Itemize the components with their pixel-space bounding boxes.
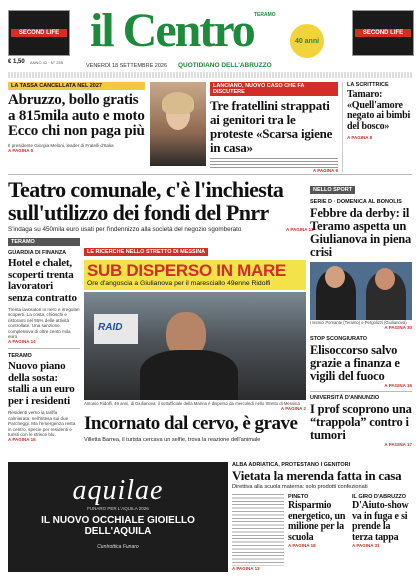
strip-headline-3: Tamaro: «Quell'amore negato ai bimbi del bosco» xyxy=(347,89,411,132)
strip-kicker-3: LA SCRITTRICE xyxy=(347,82,389,88)
promo-right-label: SECOND LIFE xyxy=(355,29,411,37)
right-column xyxy=(310,336,412,447)
main-summary: S'indaga su 450mila euro usati per l'indennizzo alla società del negozio sgomberato xyxy=(8,226,242,233)
promo-right xyxy=(352,10,414,56)
strip-page-2: A PAGINA 9 xyxy=(312,168,338,173)
feature-box[interactable] xyxy=(84,240,306,412)
feature-banner xyxy=(84,260,306,290)
second-summary: Villetta Barrea, il turista cercava un selfie, trova la reazione dell'animale xyxy=(84,437,261,443)
coach-right-head-shape xyxy=(375,268,395,290)
right-page-2: A PAGINA 17 xyxy=(384,442,412,447)
feature-page: A PAGINA 2 xyxy=(280,406,306,411)
ad-slogan: IL NUOVO OCCHIALE GIOIELLO DELL'AQUILA xyxy=(41,515,195,537)
masthead-logo: il Centro xyxy=(90,4,254,57)
left-body-2: Residenti verso la tariffa calmierata: nell'intesa sui due Parcheggi. Ma l'emergenza resta in centro, specie per residenti e turisti con le strisce blu. xyxy=(8,410,76,438)
feature-caption: Antonio Ridolfi, 49 anni, di Giulianova: il sottufficiale della Marina è disperso da mercoledì nello Stretto di Messina xyxy=(84,401,300,406)
anni-badge-text: 40 anni xyxy=(294,37,320,45)
bottom-item-2[interactable] xyxy=(352,494,412,566)
masthead-sublogo: QUOTIDIANO DELL'ABRUZZO xyxy=(178,62,272,69)
main-page: A PAGINA 13 xyxy=(286,227,314,232)
strip-story-2[interactable] xyxy=(210,82,338,172)
promo-left xyxy=(8,10,70,56)
left-headline-1[interactable]: Hotel e chalet, scoperti trenta lavoratori senza contratto xyxy=(8,257,77,304)
sport-headline: Febbre da derby: il Teramo aspetta un Giulianova in piena crisi xyxy=(310,206,412,259)
bottom-section: ALBA ADRIATICA, PROTESTANO I GENITORI xyxy=(232,462,351,468)
strip-headline-2: Tre fratellini strappati ai genitori tra le proteste «Scarsa igiene in casa» xyxy=(210,98,333,155)
sport-section: NELLO SPORT xyxy=(310,186,355,194)
price: € 1,50 xyxy=(8,59,25,65)
strip-page-3: A PAGINA 8 xyxy=(347,135,373,140)
right-divider xyxy=(310,391,412,392)
left-page-2: A PAGINA 15 xyxy=(8,437,36,443)
strip-tag-2: LANCIANO, NUOVO CASO CHE FA DISCUTERE xyxy=(210,82,338,96)
sport-kicker: SERIE D · DOMENICA AL BONOLIS xyxy=(310,199,402,205)
sport-box[interactable] xyxy=(310,178,412,330)
meloni-hair-shape xyxy=(162,92,194,114)
bottom-item-kicker-2: IL GIRO D'ABRUZZO xyxy=(352,494,407,500)
masthead-teramo: TERAMO xyxy=(254,12,276,18)
left-body-1: Trenta lavoratori in nero e irregolari scoperti. La costa, chioschi e ristoranti nel 55% delle attività controllate. Una sanzione complessiva di oltre cento mila euro. xyxy=(8,307,80,340)
left-column xyxy=(8,238,80,442)
diver-body-shape xyxy=(140,350,238,400)
left-section-2: TERAMO xyxy=(8,353,32,360)
ad-store: Centrottica Funaro xyxy=(97,544,139,550)
ad-box[interactable] xyxy=(8,462,228,572)
feature-photo xyxy=(84,292,306,400)
strip-tag-1: LA TASSA CANCELLATA NEL 2027 xyxy=(8,82,145,90)
bottom-item-page-2: A PAGINA 31 xyxy=(352,543,380,548)
second-headline[interactable]: Incornato dal cervo, è grave xyxy=(84,413,298,434)
feature-tag: LE RICERCHE NELLO STRETTO DI MESSINA xyxy=(84,248,208,256)
left-kicker-1: GUARDIA DI FINANZA xyxy=(8,250,67,256)
sport-photo xyxy=(310,262,412,320)
right-kicker-2: UNIVERSITÀ D'ANNUNZIO xyxy=(310,395,380,401)
left-headline-2[interactable]: Nuovo piano della sosta: stalli a un euro per i residenti xyxy=(8,360,75,407)
right-headline-2[interactable]: I prof scoprono una “trappola” contro i tumori xyxy=(310,402,412,442)
bottom-item-1[interactable] xyxy=(288,494,348,566)
meloni-photo xyxy=(150,82,206,166)
strip-headline-1: Abruzzo, bollo gratis a 815mila auto e moto Ecco chi non paga più xyxy=(8,92,145,139)
bottom-item-headline-2: D'Aiuto-show va in fuga e si prende la terza tappa xyxy=(352,500,409,543)
bottom-body-text xyxy=(232,494,284,566)
bottom-item-kicker-1: PINETO xyxy=(288,494,309,500)
left-page-1: A PAGINA 14 xyxy=(8,339,36,345)
bottom-page: A PAGINA 13 xyxy=(232,566,260,571)
bottom-columns xyxy=(232,494,412,566)
strip-story-1[interactable] xyxy=(8,82,145,172)
ad-tagline: FUNARO PER L'AQUILA 2026 xyxy=(87,506,149,511)
feature-subhead: Ore d'angoscia a Giulianova per il maresciallo 49enne Ridolfi xyxy=(87,280,271,287)
bottom-item-headline-1: Risparmio energetico, un milione per la scuola xyxy=(288,500,346,543)
strip-caption-1: Il presidente Giorgia Meloni, leader di Fratelli d'Italia xyxy=(8,142,114,148)
promo-left-label: SECOND LIFE xyxy=(11,29,67,37)
ad-brand: aquilae xyxy=(72,475,164,506)
sport-page: A PAGINA 30 xyxy=(384,325,412,331)
right-headline-1[interactable]: Elisoccorso salvo grazie a finanza e vigili del fuoco xyxy=(310,343,400,383)
bottom-item-page-1: A PAGINA 18 xyxy=(288,543,316,548)
strip-body-2 xyxy=(210,158,338,168)
strip-story-3[interactable] xyxy=(342,82,412,172)
left-section-1: TERAMO xyxy=(8,238,80,246)
right-kicker-1: STOP SCONGIURATO xyxy=(310,336,368,342)
strip-divider xyxy=(8,174,412,175)
sport-caption: I tecnici Pomante (Teramo) e Pergolizzi (Giulianova) xyxy=(310,320,407,325)
bottom-headline[interactable]: Vietata la merenda fatta in casa xyxy=(232,468,402,483)
feature-headline: SUB DISPERSO IN MARE xyxy=(87,261,286,280)
main-headline[interactable]: Teatro comunale, c'è l'inchiesta sull'utilizzo dei fondi del Pnrr xyxy=(8,177,284,225)
strip-page-1: A PAGINA 5 xyxy=(8,147,34,153)
masthead-date: VENERDÌ 18 SETTEMBRE 2026 xyxy=(86,63,168,69)
left-divider xyxy=(8,348,80,349)
bottom-box xyxy=(232,462,412,571)
feature-photo-label: RAID xyxy=(98,322,123,333)
coach-left-head-shape xyxy=(325,266,345,288)
price-note: ANNO 41 · N° 255 xyxy=(30,60,63,65)
right-page-1: A PAGINA 16 xyxy=(384,383,412,388)
masthead-rule xyxy=(8,72,412,78)
anni-badge xyxy=(290,24,324,58)
bottom-summary: Direttiva alla scuola materna: solo prodotti confezionati xyxy=(232,484,368,490)
